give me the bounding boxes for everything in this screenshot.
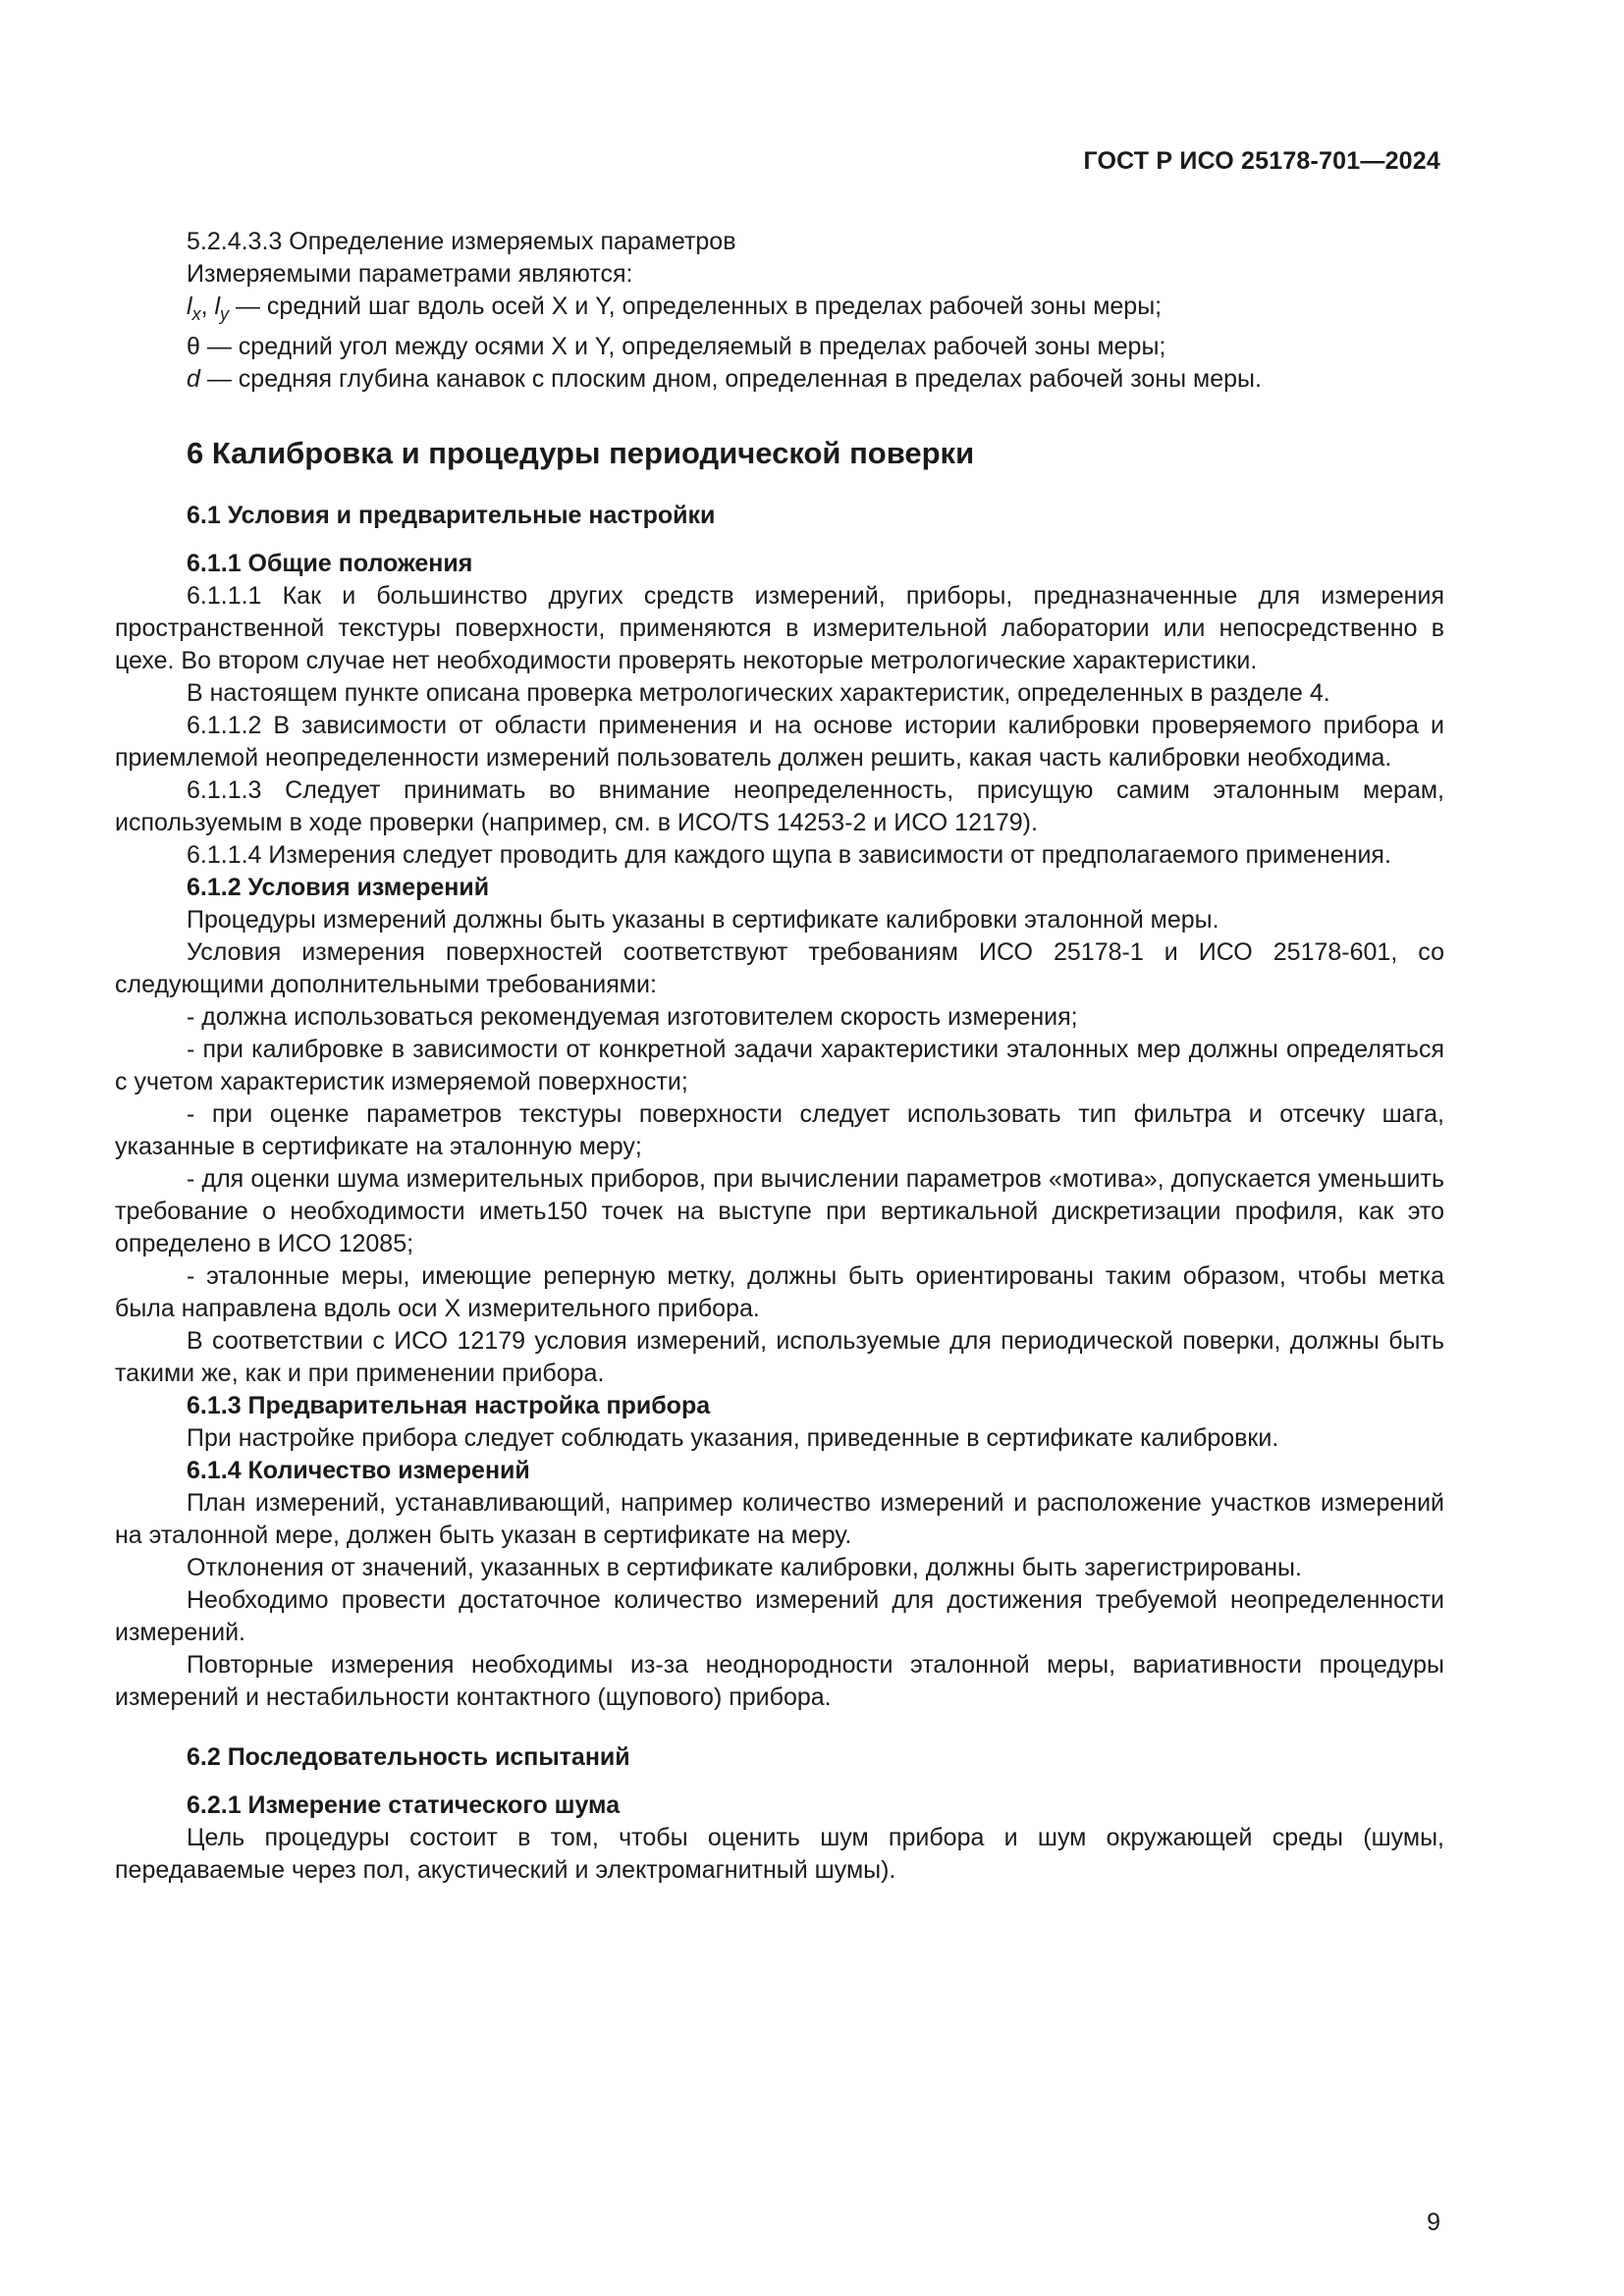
paragraph: 6.1.1.4 Измерения следует проводить для каждого щупа в зависимости от предполагаемого применения.: [187, 841, 1391, 869]
paragraph: Отклонения от значений, указанных в сертификате калибровки, должны быть зарегистрированы.: [187, 1554, 1302, 1581]
symbol-l: $l_x$: [187, 293, 201, 324]
paragraph: В соответствии с ИСО 12179 условия измерений, используемые для периодической поверки, должны быть такими же, как и при применении прибора.: [115, 1327, 1444, 1387]
parameter-theta: θ — средний угол между осями X и Y, определяемый в пределах рабочей зоны меры;: [187, 333, 1166, 360]
page-content: [115, 226, 1444, 1887]
parameter-d: d — средняя глубина канавок с плоским дном, определенная в пределах рабочей зоны меры.: [187, 365, 1262, 393]
section-6-title: 6 Калибровка и процедуры периодической поверки: [187, 436, 975, 470]
section-6-1-2-title: 6.1.2 Условия измерений: [187, 874, 490, 901]
paragraph: Цель процедуры состоит в том, чтобы оценить шум прибора и шум окружающей среды (шумы, передаваемые через пол, акустический и электромагнитный шумы).: [115, 1824, 1444, 1884]
clause-5-2-4-3-3-intro: Измеряемыми параметрами являются:: [187, 260, 633, 288]
symbol-l: $l_y$: [214, 293, 230, 324]
section-6-1-3-title: 6.1.3 Предварительная настройка прибора: [187, 1392, 711, 1419]
paragraph: При настройке прибора следует соблюдать указания, приведенные в сертификате калибровки.: [187, 1424, 1279, 1452]
list-item: - для оценки шума измерительных приборов, при вычислении параметров «мотива», допускается уменьшить требование о необходимости иметь150 точек на выступе при вертикальной дискретизации профиля, как это определено в ИСО 12085;: [115, 1165, 1444, 1257]
paragraph: В настоящем пункте описана проверка метрологических характеристик, определенных в разделе 4.: [187, 679, 1330, 707]
list-item: - при калибровке в зависимости от конкретной задачи характеристики эталонных мер должны определяться с учетом характеристик измеряемой поверхности;: [115, 1036, 1444, 1095]
list-item: - должна использоваться рекомендуемая изготовителем скорость измерения;: [187, 1003, 1078, 1031]
section-6-1-1-title: 6.1.1 Общие положения: [187, 550, 473, 577]
paragraph: Необходимо провести достаточное количество измерений для достижения требуемой неопределенности измерений.: [115, 1586, 1444, 1646]
section-6-1-title: 6.1 Условия и предварительные настройки: [187, 502, 716, 529]
parameter-lx-ly: $l_x$, $l_y$ — средний шаг вдоль осей X и Y, определенных в пределах рабочей зоны меры;: [187, 293, 1163, 324]
paragraph: Условия измерения поверхностей соответствуют требованиям ИСО 25178-1 и ИСО 25178-601, со следующими дополнительными требованиями:: [115, 938, 1444, 998]
paragraph: 6.1.1.3 Следует принимать во внимание неопределенность, присущую самим эталонным мерам, используемым в ходе проверки (например, см. в ИСО/TS 14253-2 и ИСО 12179).: [115, 776, 1444, 836]
section-6-2-title: 6.2 Последовательность испытаний: [187, 1743, 630, 1771]
page-number: 9: [1427, 2209, 1440, 2236]
list-item: - эталонные меры, имеющие реперную метку, должны быть ориентированы таким образом, чтобы метка была направлена вдоль оси X измерительного прибора.: [115, 1262, 1444, 1322]
list-item: - при оценке параметров текстуры поверхности следует использовать тип фильтра и отсечку шага, указанные в сертификате на эталонную меру;: [115, 1100, 1444, 1160]
section-6-1-4-title: 6.1.4 Количество измерений: [187, 1457, 530, 1484]
clause-5-2-4-3-3-title: 5.2.4.3.3 Определение измеряемых параметров: [187, 228, 736, 255]
paragraph: План измерений, устанавливающий, например количество измерений и расположение участков измерений на эталонной мере, должен быть указан в сертификате на меру.: [115, 1489, 1444, 1549]
paragraph: 6.1.1.2 В зависимости от области применения и на основе истории калибровки проверяемого прибора и приемлемой неопределенности измерений пользователь должен решить, какая часть калибровки необходима.: [115, 712, 1444, 772]
paragraph: 6.1.1.1 Как и большинство других средств измерений, приборы, предназначенные для измерения пространственной текстуры поверхности, применяются в измерительной лаборатории или непосредственно в цехе. Во втором случае нет необходимости проверять некоторые метрологические характеристики.: [115, 582, 1444, 674]
paragraph: Процедуры измерений должны быть указаны в сертификате калибровки эталонной меры.: [187, 906, 1219, 934]
document-code: ГОСТ Р ИСО 25178-701—2024: [1083, 147, 1440, 175]
paragraph: Повторные измерения необходимы из-за неоднородности эталонной меры, вариативности процедуры измерений и нестабильности контактного (щупового) прибора.: [115, 1651, 1444, 1711]
section-6-2-1-title: 6.2.1 Измерение статического шума: [187, 1791, 621, 1819]
